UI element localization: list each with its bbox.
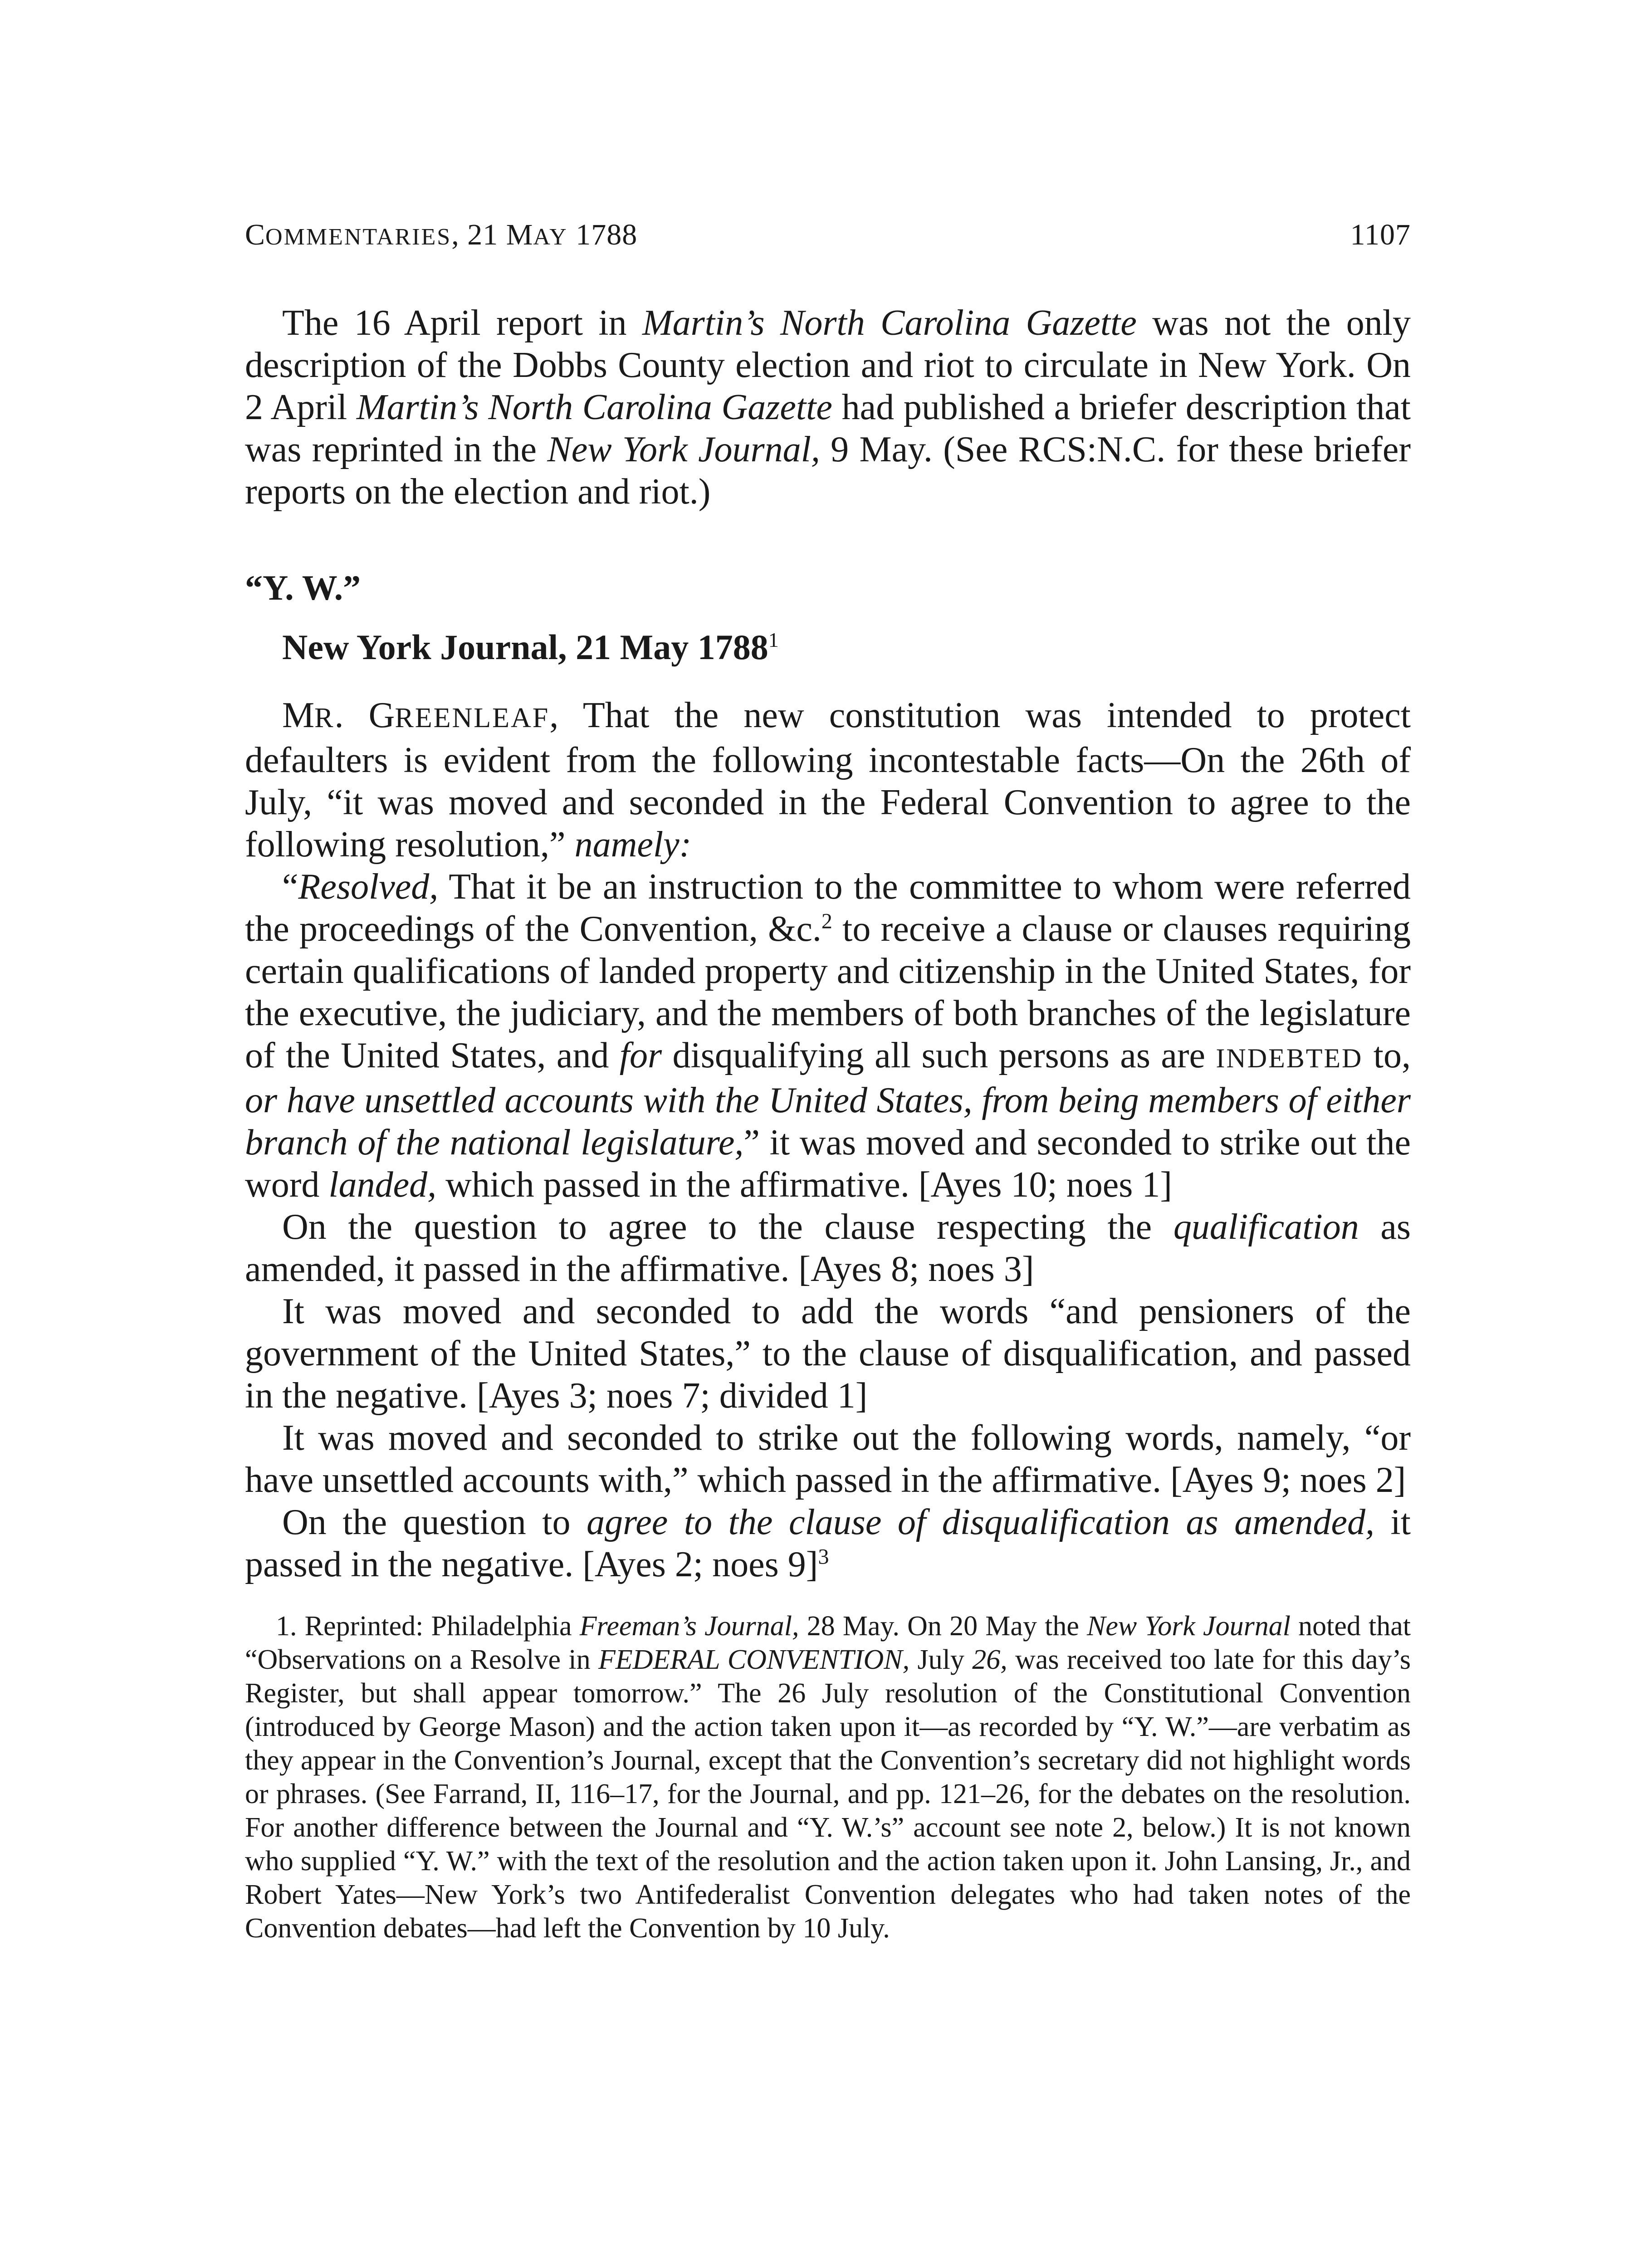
page [245, 218, 1411, 1945]
footnote-1: 1. Reprinted: Philadelphia Freeman’s Journal, 28 May. On 20 May the New York Journal noted that “Observations on a Resolve in FEDERAL CONVENTION, July 26, was received too late for this day’s Register, but shall appear tomorrow.” The 26 July resolution of the Constitutional Convention (introduced by George Mason) and the action taken upon it—as recorded by “Y. W.”—are verbatim as they appear in the Convention’s Journal, except that the Convention’s secretary did not highlight words or phrases. (See Farrand, II, 116–17, for the Journal, and pp. 121–26, for the debates on the resolution. For another difference between the Journal and “Y. W.’s” account see note 2, below.) It is not known who supplied “Y. W.” with the text of the resolution and the action taken upon it. John Lansing, Jr., and Robert Yates—New York’s two Antifederalist Convention delegates who had taken notes of the Convention debates—had left the Convention by 10 July. [245, 1611, 1411, 1944]
footnote-ref-1: 1 [768, 628, 779, 651]
paragraph-strike-out: It was moved and seconded to strike out the following words, namely, “or have unsettled accounts with,” which passed in the affirmative. [Ayes 9; noes 2] [245, 1418, 1411, 1500]
paragraph-qualification: On the question to agree to the clause respecting the qualification as amended, it passed in the affirmative. [Ayes 8; noes 3] [245, 1207, 1411, 1289]
footnote-ref-2: 2 [821, 909, 832, 934]
page-number: 1107 [1350, 218, 1411, 251]
paragraph-disqualification: On the question to agree to the clause of disqualification as amended, it passed in the negative. [Ayes 2; noes 9]$^3$ [245, 1502, 1411, 1584]
document-title: “Y. W.” [245, 568, 361, 607]
intro-paragraph: The 16 April report in Martin’s North Carolina Gazette was not the only description of the Dobbs County election and riot to circulate in New York. On 2 April Martin’s North Carolina Gazette had published a briefer description that was reprinted in the New York Journal, 9 May. (See RCS:N.C. for these briefer reports on the election and riot.) [245, 303, 1411, 512]
paragraph-resolution: “Resolved, That it be an instruction to the committee to whom were referred the proceedings of the Convention, &c.$^2$ to receive a clause or clauses requiring certain qualifications of landed property and citizenship in the United States, for the executive, the judiciary, and the members of both branches of the legislature of the United States, and for disqualifying all such persons as are INDEBTED to, or have unsettled accounts with the United States, from being members of either branch of the national legislature,” it was moved and seconded to strike out the word landed, which passed in the affirmative. [Ayes 10; noes 1] [245, 867, 1411, 1205]
document-source: New York Journal, 21 May 1788$^1$ [282, 627, 779, 667]
body-text [245, 302, 1411, 1586]
running-head-title: COMMENTARIES, 21 MAY 1788 [245, 218, 638, 251]
running-head [245, 218, 1411, 252]
paragraph-1: MR. GREENLEAF, That the new constitution was intended to protect defaulters is evident from the following incontestable facts—On the 26th of July, “it was moved and seconded in the Federal Convention to agree to the following resolution,” namely: [245, 695, 1411, 865]
paragraph-pensioners: It was moved and seconded to add the words “and pensioners of the government of the United States,” to the clause of disqualification, and passed in the negative. [Ayes 3; noes 7; divided 1] [245, 1291, 1411, 1416]
footnote-ref-3: 3 [818, 1545, 829, 1569]
